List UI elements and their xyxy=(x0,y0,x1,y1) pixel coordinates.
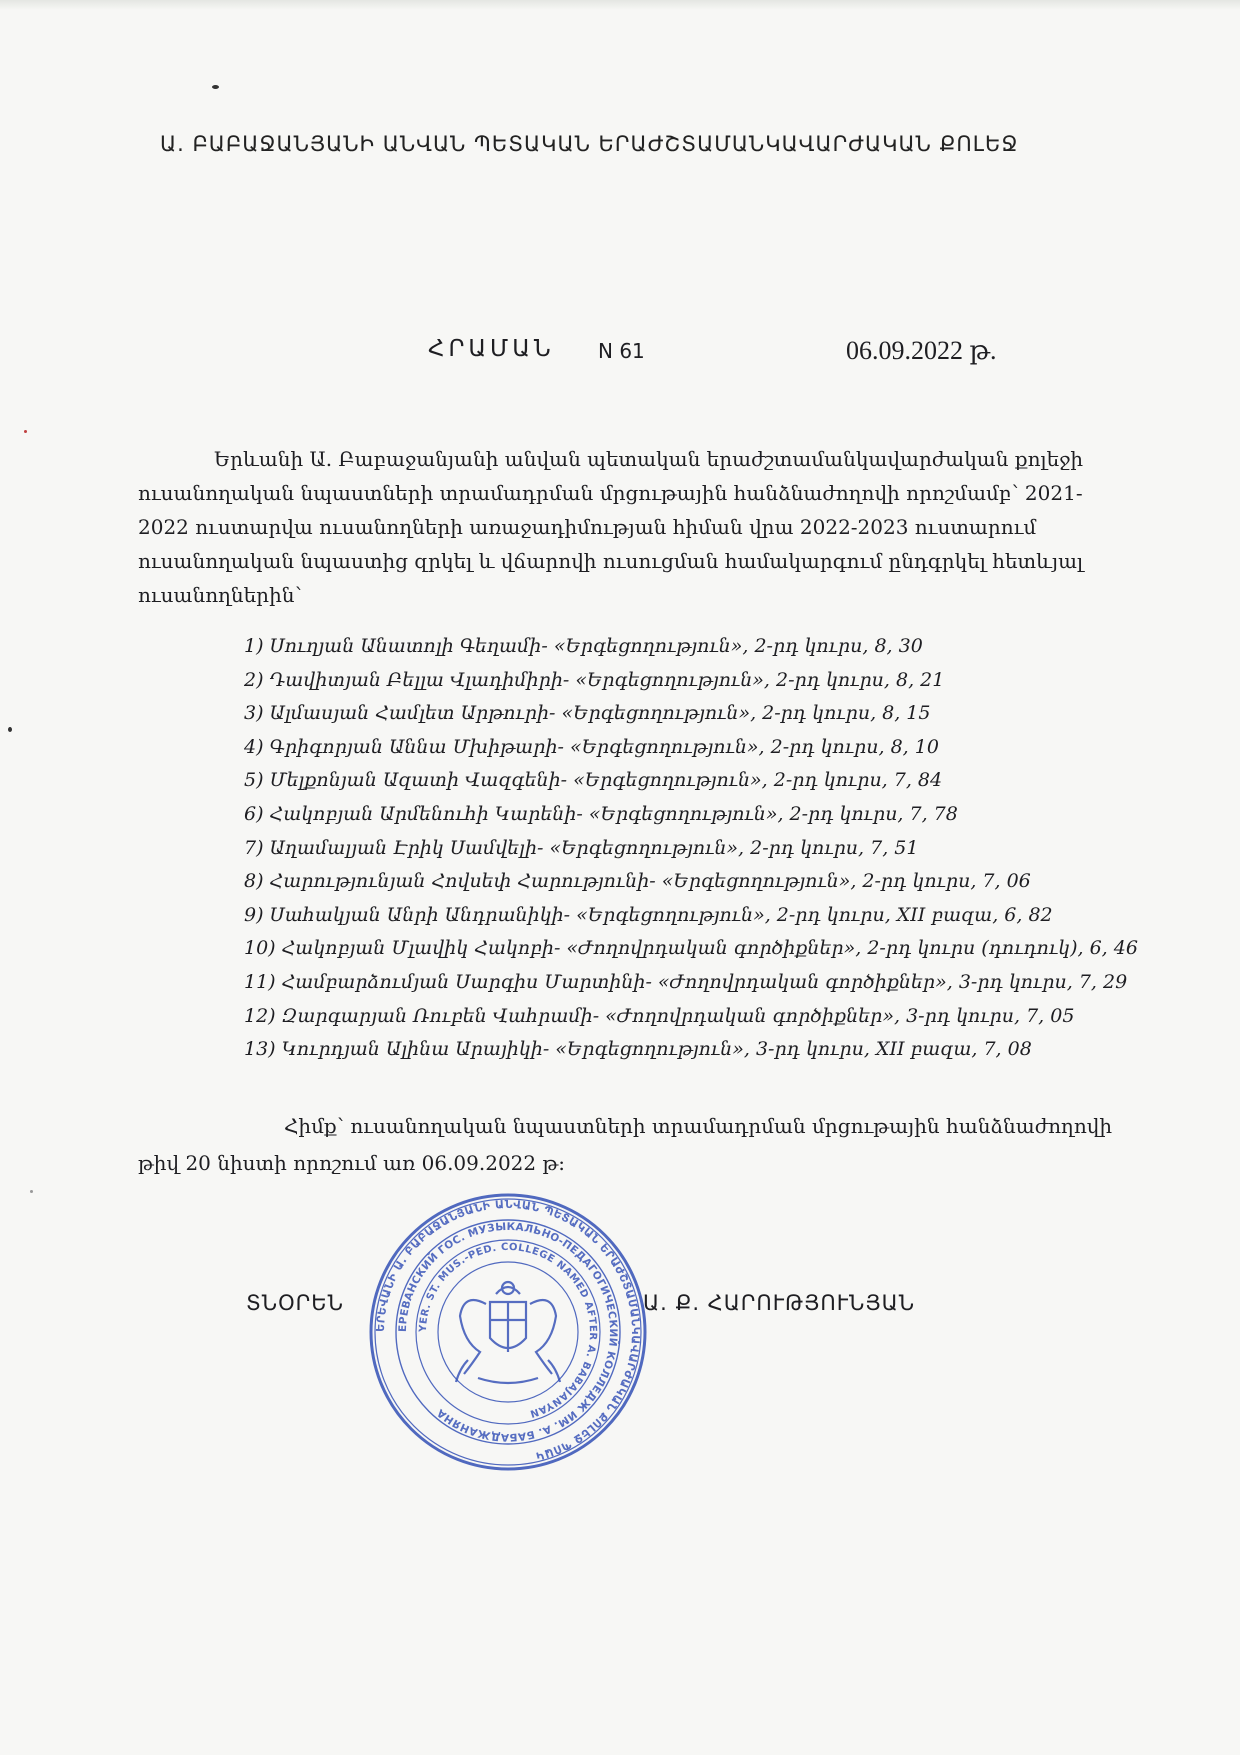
list-item: 9) Սահակյան Անրի Անդրանիկի- «Երգեցողություն», 2-րդ կուրս, XII բազա, 6, 82 xyxy=(244,903,1053,926)
coat-of-arms-icon xyxy=(456,1282,560,1383)
list-item: 7) Աղամալյան Էրիկ Սամվելի- «Երգեցողություն», 2-րդ կուրս, 7, 51 xyxy=(244,836,919,859)
scan-speck xyxy=(8,727,12,732)
signer-title: ՏՆՕՐԵՆ xyxy=(246,1291,344,1315)
list-item: 2) Դավիտյան Բելլա Վլադիմիրի- «Երգեցողություն», 2-րդ կուրս, 8, 21 xyxy=(244,668,945,691)
basis-paragraph xyxy=(138,1108,1138,1182)
scan-speck xyxy=(30,1190,33,1193)
intro-line: ուսանողական նպաստների տրամադրման մրցութային հանձնաժողովի որոշմամբ՝ 2021- xyxy=(138,481,1083,505)
signer-name: Ա. Ք. ՀԱՐՈՒԹՅՈՒՆՅԱՆ xyxy=(643,1291,916,1315)
official-seal xyxy=(368,1192,648,1472)
list-item: 12) Զարգարյան Ռուբեն Վահրամի- «Ժողովրդական գործիքներ», 3-րդ կուրս, 7, 05 xyxy=(244,1004,1075,1027)
list-item: 4) Գրիգորյան Աննա Մխիթարի- «Երգեցողություն», 2-րդ կուրս, 8, 10 xyxy=(244,735,939,758)
institution-header: Ա. ԲԱԲԱՋԱՆՅԱՆԻ ԱՆՎԱՆ ՊԵՏԱԿԱՆ ԵՐԱԺՇՏԱՄԱՆԿԱՎԱՐԺԱԿԱՆ ՔՈԼԵՋ xyxy=(160,132,1019,156)
list-item: 13) Կուրդյան Ալինա Արայիկի- «Երգեցողություն», 3-րդ կուրս, XII բազա, 7, 08 xyxy=(244,1038,1032,1061)
order-title: ՀՐԱՄԱՆ xyxy=(428,336,555,362)
order-date: 06.09.2022 թ. xyxy=(846,336,997,365)
list-item: 3) Ալմասյան Համլետ Արթուրի- «Երգեցողություն», 2-րդ կուրս, 8, 15 xyxy=(244,702,931,725)
scan-speck xyxy=(24,430,27,433)
scan-speck xyxy=(212,85,219,89)
list-item: 10) Հակոբյան Մլավիկ Հակոբի- «Ժողովրդական գործիքներ», 2-րդ կուրս (դուդուկ), 6, 46 xyxy=(244,937,1138,960)
seal-outer-text: ԵՐԵՎԱՆԻ Ա. ԲԱԲԱՋԱՆՅԱՆԻ ԱՆՎԱՆ ՊԵՏԱԿԱՆ ԵՐԱԺՇՏԱՄԱՆԿԱՎԱՐԺԱԿԱՆ ՔՈԼԵՋ ՊՈԱԿ xyxy=(373,1197,643,1463)
intro-paragraph xyxy=(138,442,1128,612)
intro-line: 2022 ուստարվա ուսանողների առաջադիմության հիման վրա 2022-2023 ուստարում xyxy=(138,515,1037,539)
seal-middle-text: ЕРЕВАНСКИЙ ГОС. МУЗЫКАЛЬНО-ПЕДАГОГИЧЕСКИЙ КОЛЛЕДЖ ИМ. А. БАБАДЖАНЯНА xyxy=(396,1220,620,1444)
intro-line: ուսանողական նպաստից զրկել և վճարովի ուսուցման համակարգում ընդգրկել հետևյալ xyxy=(138,549,1084,573)
list-item: 11) Համբարձումյան Սարգիս Մարտինի- «Ժողովրդական գործիքներ», 3-րդ կուրս, 7, 29 xyxy=(244,970,1128,993)
basis-line: թիվ 20 նիստի որոշում առ 06.09.2022 թ: xyxy=(138,1151,566,1175)
basis-line: Հիմք՝ ուսանողական նպաստների տրամադրման մրցութային հանձնաժողովի xyxy=(284,1114,1113,1138)
list-item: 5) Մելքոնյան Ազատի Վազգենի- «Երգեցողություն», 2-րդ կուրս, 7, 84 xyxy=(244,769,943,792)
order-number: N 61 xyxy=(598,339,645,363)
list-item: 8) Հարությունյան Հովսեփ Հարությունի- «Երգեցողություն», 2-րդ կուրս, 7, 06 xyxy=(244,870,1031,893)
list-item: 6) Հակոբյան Արմենուհի Կարենի- «Երգեցողություն», 2-րդ կուրս, 7, 78 xyxy=(244,802,958,825)
intro-line: ուսանողներին՝ xyxy=(138,583,302,607)
intro-line: Երևանի Ա. Բաբաջանյանի անվան պետական երաժշտամանկավարժական քոլեջի xyxy=(214,447,1084,471)
student-list xyxy=(244,630,1144,1067)
seal-inner-text: YER. ST. MUS.-PED. COLLEGE NAMED AFTER A. BABAJANYAN xyxy=(417,1241,599,1420)
scan-top-edge xyxy=(0,0,1240,10)
list-item: 1) Սուղյան Անատոլի Գեղամի- «Երգեցողություն», 2-րդ կուրս, 8, 30 xyxy=(244,635,923,657)
